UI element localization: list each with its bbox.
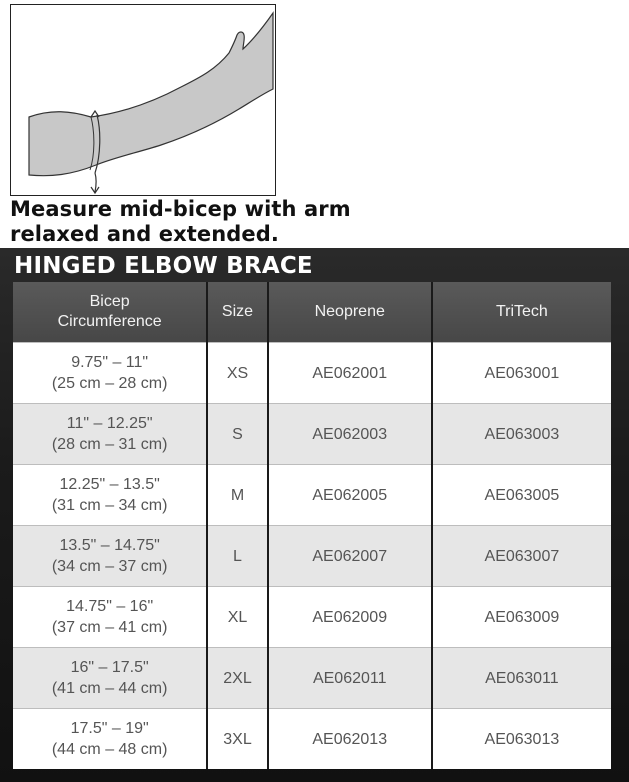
bicep-range-cell — [13, 526, 207, 587]
tritech-cell: AE063005 — [432, 465, 611, 526]
neoprene-cell: AE062011 — [268, 648, 432, 709]
measurement-instruction — [10, 197, 430, 247]
bicep-range-cell — [13, 465, 207, 526]
caption-line-1: Measure mid-bicep with arm — [10, 197, 351, 221]
neoprene-cell: AE062013 — [268, 709, 432, 770]
range-cm: (28 cm – 31 cm) — [51, 436, 168, 453]
tritech-cell: AE063013 — [432, 709, 611, 770]
size-cell: M — [207, 465, 267, 526]
bicep-range-cell — [13, 343, 207, 404]
size-cell: XL — [207, 587, 267, 648]
size-table — [13, 282, 611, 769]
range-cm: (34 cm – 37 cm) — [51, 558, 168, 575]
table-row — [13, 526, 611, 587]
range-cm: (25 cm – 28 cm) — [51, 375, 168, 392]
tritech-cell: AE063009 — [432, 587, 611, 648]
neoprene-cell: AE062001 — [268, 343, 432, 404]
size-cell: XS — [207, 343, 267, 404]
range-inches: 16" – 17.5" — [70, 659, 149, 676]
range-cm: (37 cm – 41 cm) — [51, 619, 168, 636]
bicep-range-cell — [13, 709, 207, 770]
neoprene-cell: AE062007 — [268, 526, 432, 587]
range-inches: 11" – 12.25" — [66, 415, 153, 432]
table-row — [13, 709, 611, 770]
size-cell: L — [207, 526, 267, 587]
range-cm: (41 cm – 44 cm) — [51, 680, 168, 697]
size-cell: 2XL — [207, 648, 267, 709]
header-tritech: TriTech — [432, 282, 611, 343]
table-row — [13, 404, 611, 465]
neoprene-cell: AE062009 — [268, 587, 432, 648]
tritech-cell: AE063007 — [432, 526, 611, 587]
range-inches: 12.25" – 13.5" — [59, 476, 160, 493]
size-cell: S — [207, 404, 267, 465]
arm-diagram — [11, 5, 275, 195]
arm-measurement-illustration — [10, 4, 276, 196]
caption-line-2: relaxed and extended. — [10, 222, 279, 246]
range-cm: (44 cm – 48 cm) — [51, 741, 168, 758]
header-neoprene: Neoprene — [268, 282, 432, 343]
table-row — [13, 587, 611, 648]
bicep-range-cell — [13, 587, 207, 648]
bicep-range-cell — [13, 648, 207, 709]
header-bicep-line1: Bicep — [89, 293, 130, 310]
size-cell: 3XL — [207, 709, 267, 770]
bicep-range-cell — [13, 404, 207, 465]
neoprene-cell: AE062003 — [268, 404, 432, 465]
range-cm: (31 cm – 34 cm) — [51, 497, 168, 514]
size-chart-panel — [0, 248, 629, 782]
tritech-cell: AE063003 — [432, 404, 611, 465]
range-inches: 9.75" – 11" — [71, 354, 149, 371]
header-bicep-circumference — [13, 282, 207, 343]
panel-title: HINGED ELBOW BRACE — [14, 253, 313, 279]
tape-lower — [95, 173, 96, 192]
table-header-row — [13, 282, 611, 343]
tritech-cell: AE063011 — [432, 648, 611, 709]
range-inches: 14.75" – 16" — [66, 598, 154, 615]
range-inches: 13.5" – 14.75" — [59, 537, 160, 554]
tritech-cell: AE063001 — [432, 343, 611, 404]
arm-shape — [29, 13, 273, 176]
table-row — [13, 648, 611, 709]
header-bicep-line2: Circumference — [57, 313, 162, 330]
neoprene-cell: AE062005 — [268, 465, 432, 526]
table-row — [13, 465, 611, 526]
header-size: Size — [207, 282, 267, 343]
range-inches: 17.5" – 19" — [70, 720, 149, 737]
table-row — [13, 343, 611, 404]
